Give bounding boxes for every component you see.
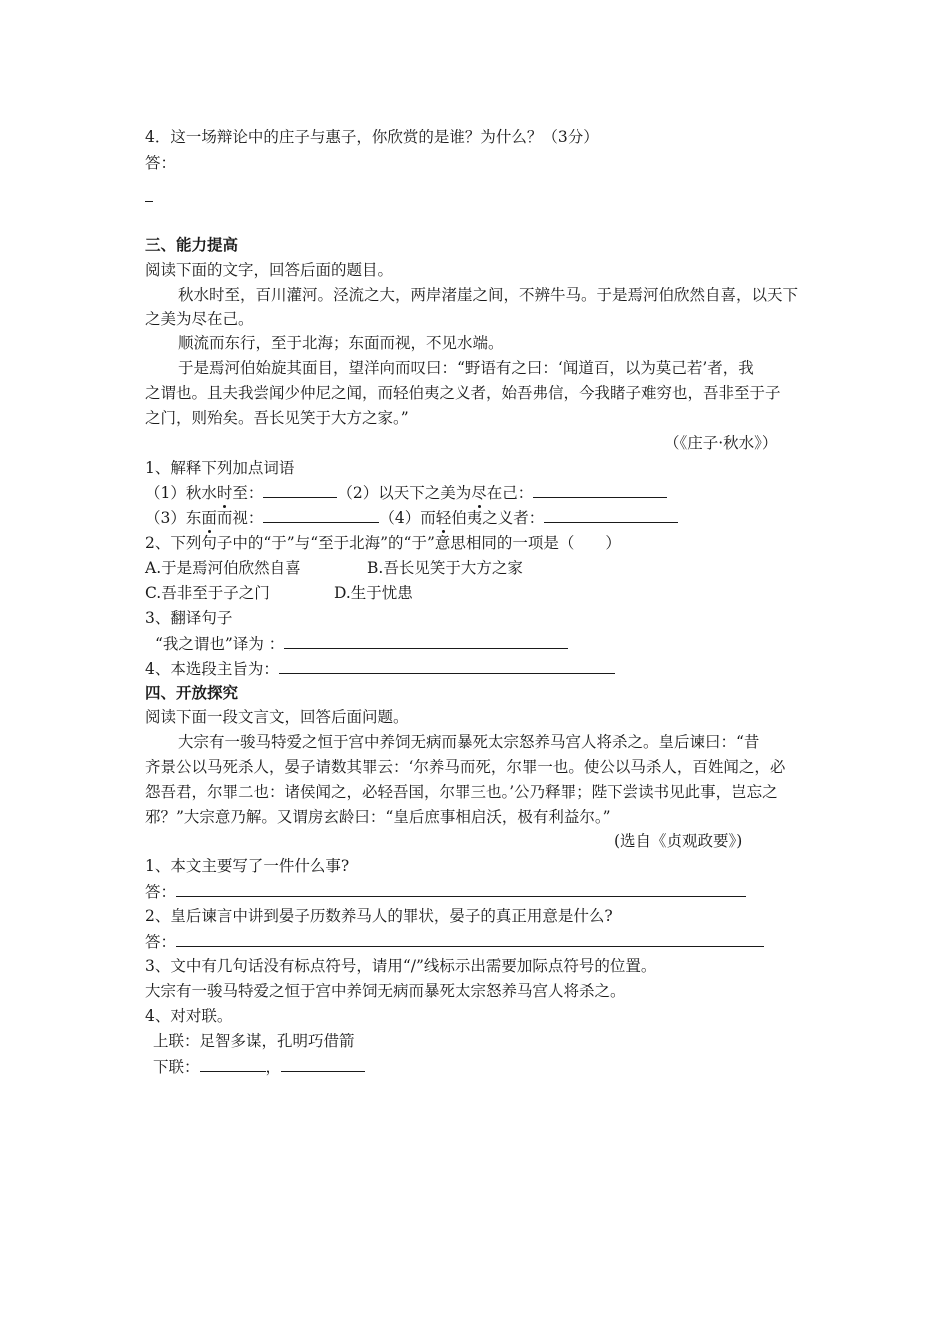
s4-question-3-text: 大宗有一骏马特爱之恒于宫中养饲无病而暴死太宗怒养马宫人将杀之。	[145, 982, 626, 1000]
answer-blank[interactable]	[176, 930, 764, 947]
section-3-intro: 阅读下面的文字，回答后面的题目。	[145, 261, 394, 279]
passage-source: （《庄子·秋水》）	[664, 434, 778, 452]
passage-line: 邪？”大宗意乃解。又谓房玄龄曰：“皇后庶事相启沃，极有利益尔。”	[145, 808, 611, 826]
answer-blank[interactable]	[544, 506, 678, 523]
s4-question-3: 3、文中有几句话没有标点符号，请用“/”线标示出需要加际点符号的位置。	[145, 957, 657, 975]
section-4-intro: 阅读下面一段文言文，回答后面问题。	[145, 708, 409, 726]
answer-blank[interactable]	[200, 1055, 266, 1072]
passage-line: 秋水时至，百川灌河。泾流之大，两岸渚崖之间，不辨牛马。于是焉河伯欣然自喜，以天下	[178, 286, 799, 304]
passage-line: 之谓也。且夫我尝闻少仲尼之闻，而轻伯夷之义者，始吾弗信，今我睹子难穷也，吾非至于子	[145, 384, 781, 402]
answer-dash	[145, 201, 153, 202]
s4-question-2-answer: 答：	[145, 930, 764, 953]
s3-question-4: 4、本选段主旨为：	[145, 657, 615, 680]
s4-question-1: 1、本文主要写了一件什么事?	[145, 857, 350, 875]
passage-source: (选自《贞观政要》)	[614, 832, 743, 850]
s3-q2-option-c: C.吾非至于子之门	[145, 584, 270, 602]
s3-q2-option-b: B.吾长见笑于大方之家	[367, 559, 523, 577]
passage-line: 顺流而东行，至于北海；东面而视，不见水端。	[178, 334, 504, 352]
passage-line: 怨吾君，尔罪二也：诸侯闻之，必轻吾国，尔罪三也。’公乃释罪；陛下尝读书见此事，岂忘之	[145, 783, 778, 801]
couplet-lower: 下联： ，	[153, 1055, 365, 1078]
answer-blank[interactable]	[279, 657, 615, 674]
s3-q2-option-a: A.于是焉河伯欣然自喜	[145, 559, 301, 577]
s4-question-1-answer: 答：	[145, 880, 746, 903]
passage-line: 大宗有一骏马特爱之恒于宫中养饲无病而暴死太宗怒养马宫人将杀之。皇后谏曰：“昔	[178, 733, 760, 751]
s3-question-3: 3、翻译句子	[145, 609, 233, 627]
section-3-heading: 三、能力提高	[145, 236, 239, 254]
s4-question-2: 2、皇后谏言中讲到晏子历数养马人的罪状，晏子的真正用意是什么?	[145, 907, 613, 925]
s3-q2-option-d: D.生于忧患	[334, 584, 413, 602]
s3-question-1-row-2: （3）东面而视： （4）而轻伯夷之义者：	[145, 506, 678, 529]
answer-label: 答：	[145, 154, 177, 172]
passage-line: 之门，则殆矣。吾长见笑于大方之家。”	[145, 409, 409, 427]
s3-question-1-row-1: （1）秋水时至： （2）以天下之美为尽在己：	[145, 481, 667, 504]
section-4-heading: 四、开放探究	[145, 684, 239, 702]
answer-blank[interactable]	[263, 481, 337, 498]
s4-question-4: 4、对对联。	[145, 1007, 233, 1025]
answer-blank[interactable]	[176, 880, 746, 897]
s3-question-2: 2、下列句子中的“于”与“至于北海”的“于”意思相同的一项是（ ）	[145, 534, 621, 552]
answer-blank[interactable]	[533, 481, 667, 498]
passage-line: 之美为尽在己。	[145, 310, 254, 328]
answer-blank[interactable]	[284, 632, 568, 649]
answer-blank[interactable]	[263, 506, 379, 523]
s3-question-3-translate: “我之谓也”译为 ：	[155, 632, 568, 655]
passage-line: 于是焉河伯始旋其面目，望洋向而叹曰：“野语有之曰：‘闻道百，以为莫己若’者，我	[178, 359, 754, 377]
s3-question-1: 1、解释下列加点词语	[145, 459, 295, 477]
answer-blank[interactable]	[281, 1055, 365, 1072]
passage-line: 齐景公以马死杀人，晏子请数其罪云：‘尔养马而死，尔罪一也。使公以马杀人，百姓闻之，必	[145, 758, 786, 776]
question-4-previous: 4．这一场辩论中的庄子与惠子，你欣赏的是谁？为什么？（3分）	[145, 128, 599, 146]
couplet-upper: 上联：足智多谋，孔明巧借箭	[153, 1032, 355, 1050]
